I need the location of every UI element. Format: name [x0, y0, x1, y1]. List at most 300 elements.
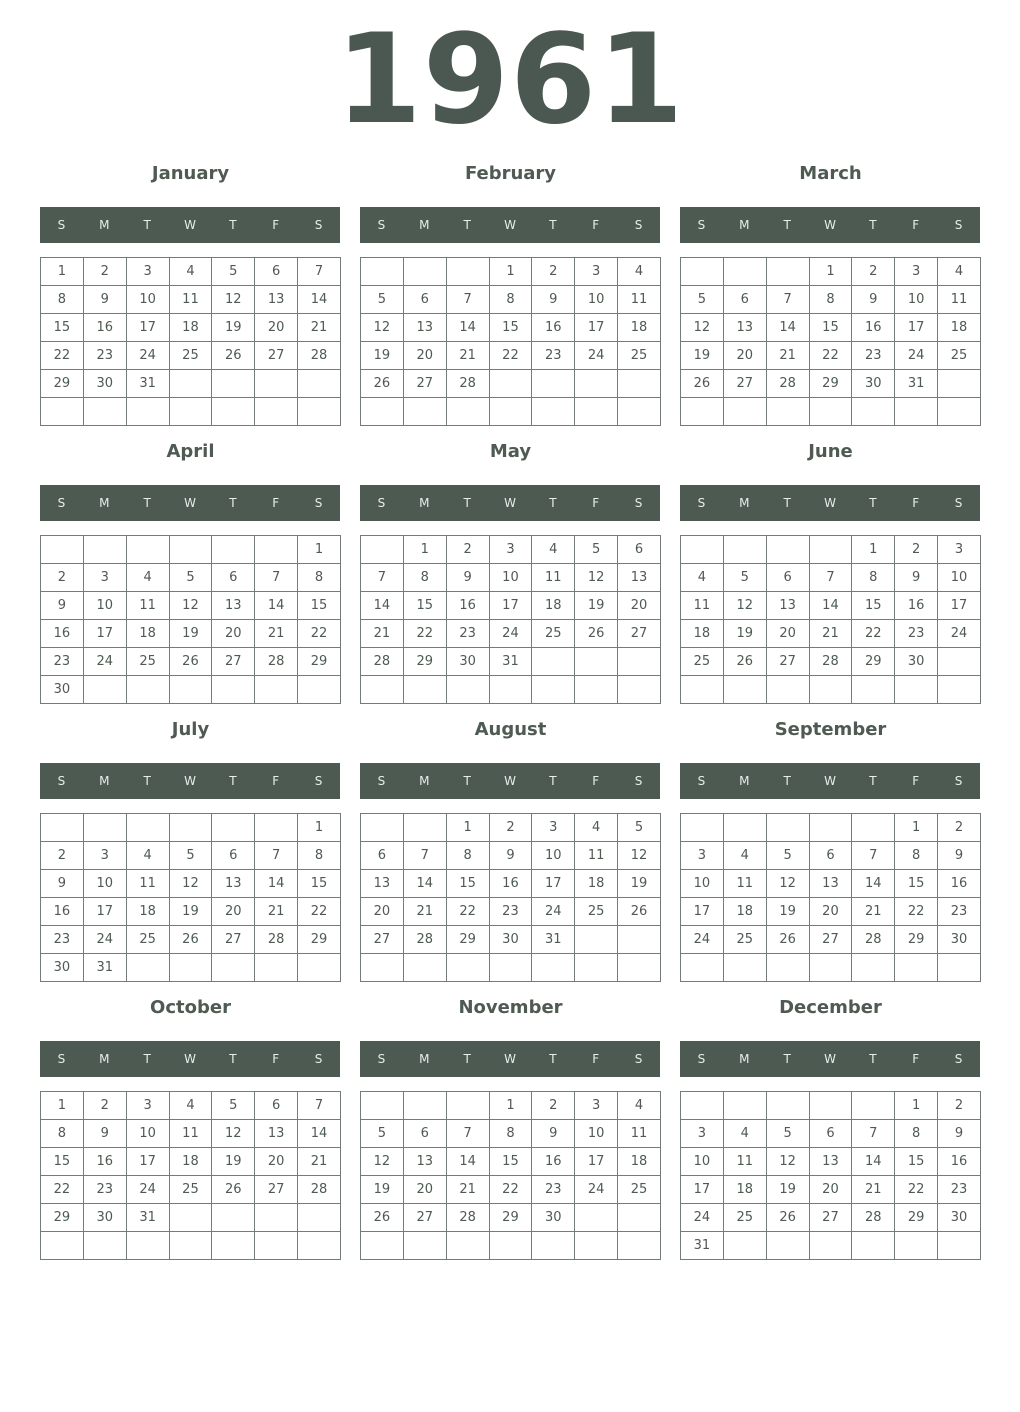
empty-day-cell: [212, 1232, 255, 1260]
weekday-header: M: [99, 496, 110, 510]
weekday-header: W: [824, 218, 836, 232]
day-cell: 3: [575, 1092, 618, 1120]
month-name: January: [151, 163, 230, 184]
empty-day-cell: [618, 1204, 661, 1232]
empty-day-cell: [446, 258, 489, 286]
empty-day-cell: [169, 1204, 212, 1232]
weekday-header: W: [824, 774, 836, 788]
weekday-header: S: [697, 218, 706, 232]
day-cell: 15: [41, 1148, 84, 1176]
day-cell: 14: [403, 870, 446, 898]
empty-day-cell: [938, 370, 981, 398]
day-cell: 29: [298, 926, 341, 954]
day-cell: 14: [446, 1148, 489, 1176]
day-cell: 13: [403, 314, 446, 342]
weekday-header: F: [592, 1052, 600, 1066]
day-cell: 18: [126, 898, 169, 926]
day-cell: 7: [852, 842, 895, 870]
day-cell: 12: [169, 870, 212, 898]
day-cell: 9: [83, 1120, 126, 1148]
week-row: [681, 1204, 981, 1232]
weekday-header: S: [954, 218, 963, 232]
empty-day-cell: [126, 814, 169, 842]
day-cell: 2: [446, 536, 489, 564]
day-cell: 4: [575, 814, 618, 842]
day-cell: 9: [532, 286, 575, 314]
day-cell: 27: [361, 926, 404, 954]
day-cell: 14: [809, 592, 852, 620]
empty-day-cell: [361, 676, 404, 704]
day-cell: 31: [895, 370, 938, 398]
weekday-header: S: [314, 496, 323, 510]
day-cell: 24: [938, 620, 981, 648]
weekday-header: S: [57, 774, 66, 788]
empty-day-cell: [126, 1232, 169, 1260]
day-cell: 13: [212, 592, 255, 620]
empty-day-cell: [618, 648, 661, 676]
day-cell: 26: [723, 648, 766, 676]
empty-day-cell: [618, 398, 661, 426]
day-cell: 6: [809, 1120, 852, 1148]
month-name: October: [150, 997, 231, 1018]
day-cell: 9: [41, 592, 84, 620]
day-cell: 31: [126, 1204, 169, 1232]
day-cell: 12: [212, 286, 255, 314]
week-row: [361, 1232, 661, 1260]
week-row: [681, 370, 981, 398]
empty-day-cell: [723, 814, 766, 842]
day-cell: 5: [212, 1092, 255, 1120]
day-cell: 24: [126, 342, 169, 370]
empty-day-cell: [446, 1092, 489, 1120]
day-cell: 30: [41, 676, 84, 704]
day-cell: 18: [618, 314, 661, 342]
empty-day-cell: [766, 398, 809, 426]
day-cell: 25: [681, 648, 724, 676]
week-row: [361, 1092, 661, 1120]
day-grid: [360, 1091, 661, 1260]
day-cell: 19: [723, 620, 766, 648]
day-cell: 15: [298, 870, 341, 898]
day-cell: 20: [766, 620, 809, 648]
empty-day-cell: [723, 954, 766, 982]
weekday-header-row: [40, 207, 340, 243]
weekday-header: W: [824, 496, 836, 510]
day-cell: 22: [446, 898, 489, 926]
empty-day-cell: [852, 814, 895, 842]
day-cell: 30: [938, 926, 981, 954]
day-cell: 22: [41, 342, 84, 370]
day-grid: [680, 813, 981, 982]
day-cell: 7: [403, 842, 446, 870]
week-row: [361, 954, 661, 982]
day-cell: 18: [681, 620, 724, 648]
weekday-header: F: [272, 774, 280, 788]
day-cell: 5: [169, 564, 212, 592]
day-cell: 3: [83, 564, 126, 592]
day-cell: 26: [681, 370, 724, 398]
day-cell: 21: [255, 898, 298, 926]
empty-day-cell: [361, 398, 404, 426]
day-cell: 19: [681, 342, 724, 370]
day-cell: 20: [723, 342, 766, 370]
day-cell: 14: [852, 870, 895, 898]
week-row: [361, 592, 661, 620]
day-cell: 21: [446, 1176, 489, 1204]
empty-day-cell: [255, 954, 298, 982]
day-cell: 29: [298, 648, 341, 676]
empty-day-cell: [852, 1092, 895, 1120]
day-cell: 11: [126, 870, 169, 898]
day-cell: 15: [895, 1148, 938, 1176]
empty-day-cell: [403, 814, 446, 842]
day-cell: 5: [169, 842, 212, 870]
week-row: [681, 1148, 981, 1176]
empty-day-cell: [895, 954, 938, 982]
day-cell: 21: [446, 342, 489, 370]
weekday-header: F: [272, 496, 280, 510]
week-row: [41, 870, 341, 898]
day-cell: 27: [403, 370, 446, 398]
empty-day-cell: [723, 258, 766, 286]
day-cell: 15: [403, 592, 446, 620]
empty-day-cell: [403, 1232, 446, 1260]
day-cell: 31: [681, 1232, 724, 1260]
day-cell: 14: [766, 314, 809, 342]
empty-day-cell: [126, 536, 169, 564]
day-cell: 29: [489, 1204, 532, 1232]
weekday-header: S: [954, 1052, 963, 1066]
week-row: [361, 314, 661, 342]
weekday-header: T: [549, 774, 557, 788]
day-cell: 13: [255, 286, 298, 314]
weekday-header: F: [912, 218, 920, 232]
day-cell: 25: [532, 620, 575, 648]
empty-day-cell: [126, 398, 169, 426]
weekday-header: F: [912, 774, 920, 788]
weekday-header: M: [739, 218, 750, 232]
weekday-header: T: [229, 218, 237, 232]
weekday-header: S: [634, 774, 643, 788]
week-row: [361, 1148, 661, 1176]
day-cell: 15: [446, 870, 489, 898]
day-cell: 8: [489, 1120, 532, 1148]
empty-day-cell: [766, 1232, 809, 1260]
day-cell: 20: [809, 1176, 852, 1204]
week-row: [681, 1120, 981, 1148]
day-cell: 7: [361, 564, 404, 592]
week-row: [41, 314, 341, 342]
day-cell: 1: [298, 814, 341, 842]
empty-day-cell: [255, 1204, 298, 1232]
day-cell: 8: [41, 286, 84, 314]
week-row: [361, 1176, 661, 1204]
day-cell: 16: [446, 592, 489, 620]
empty-day-cell: [361, 1092, 404, 1120]
day-cell: 6: [809, 842, 852, 870]
day-cell: 7: [852, 1120, 895, 1148]
empty-day-cell: [489, 1232, 532, 1260]
empty-day-cell: [895, 676, 938, 704]
empty-day-cell: [681, 398, 724, 426]
week-row: [361, 258, 661, 286]
empty-day-cell: [298, 676, 341, 704]
weekday-header: T: [783, 496, 791, 510]
weekday-header: S: [377, 218, 386, 232]
weekday-header-row: [360, 485, 660, 521]
day-cell: 9: [895, 564, 938, 592]
day-cell: 28: [255, 648, 298, 676]
day-cell: 27: [618, 620, 661, 648]
empty-day-cell: [298, 370, 341, 398]
day-cell: 12: [575, 564, 618, 592]
week-row: [361, 842, 661, 870]
empty-day-cell: [681, 536, 724, 564]
day-cell: 4: [126, 564, 169, 592]
weekday-header: T: [549, 1052, 557, 1066]
weekday-header: S: [697, 496, 706, 510]
week-row: [681, 1092, 981, 1120]
day-cell: 30: [446, 648, 489, 676]
weekday-header: W: [184, 774, 196, 788]
empty-day-cell: [575, 954, 618, 982]
day-cell: 18: [618, 1148, 661, 1176]
day-cell: 12: [766, 1148, 809, 1176]
day-cell: 22: [809, 342, 852, 370]
year-title: 1961: [335, 8, 685, 152]
empty-day-cell: [126, 676, 169, 704]
empty-day-cell: [809, 398, 852, 426]
empty-day-cell: [83, 676, 126, 704]
weekday-header: T: [143, 218, 151, 232]
day-cell: 7: [446, 286, 489, 314]
weekday-header: F: [912, 496, 920, 510]
empty-day-cell: [298, 398, 341, 426]
day-cell: 9: [83, 286, 126, 314]
weekday-header: S: [954, 496, 963, 510]
day-cell: 17: [126, 314, 169, 342]
empty-day-cell: [681, 954, 724, 982]
empty-day-cell: [532, 676, 575, 704]
day-cell: 12: [766, 870, 809, 898]
empty-day-cell: [723, 1092, 766, 1120]
empty-day-cell: [575, 648, 618, 676]
day-cell: 18: [169, 1148, 212, 1176]
day-cell: 17: [575, 1148, 618, 1176]
week-row: [41, 814, 341, 842]
day-cell: 8: [852, 564, 895, 592]
empty-day-cell: [403, 676, 446, 704]
day-cell: 16: [83, 314, 126, 342]
day-cell: 21: [766, 342, 809, 370]
day-cell: 18: [169, 314, 212, 342]
weekday-header: W: [184, 218, 196, 232]
weekday-header: W: [504, 1052, 516, 1066]
weekday-header: T: [783, 1052, 791, 1066]
empty-day-cell: [575, 398, 618, 426]
day-cell: 17: [895, 314, 938, 342]
month-name: February: [464, 163, 557, 184]
day-cell: 11: [618, 286, 661, 314]
day-cell: 22: [298, 898, 341, 926]
month-name: August: [474, 719, 547, 740]
day-cell: 10: [532, 842, 575, 870]
day-cell: 20: [255, 1148, 298, 1176]
day-grid: [40, 813, 341, 982]
day-cell: 30: [41, 954, 84, 982]
week-row: [361, 286, 661, 314]
day-cell: 22: [895, 898, 938, 926]
empty-day-cell: [126, 954, 169, 982]
empty-day-cell: [895, 1232, 938, 1260]
week-row: [41, 370, 341, 398]
day-cell: 29: [895, 926, 938, 954]
empty-day-cell: [766, 814, 809, 842]
day-cell: 6: [255, 258, 298, 286]
empty-day-cell: [618, 926, 661, 954]
day-cell: 1: [489, 1092, 532, 1120]
weekday-header: T: [463, 218, 471, 232]
weekday-header: S: [314, 218, 323, 232]
weekday-header: T: [143, 496, 151, 510]
empty-day-cell: [618, 954, 661, 982]
day-cell: 8: [895, 842, 938, 870]
weekday-header: T: [143, 774, 151, 788]
day-cell: 23: [895, 620, 938, 648]
day-cell: 11: [723, 1148, 766, 1176]
weekday-header: F: [592, 774, 600, 788]
empty-day-cell: [766, 676, 809, 704]
day-cell: 16: [532, 314, 575, 342]
day-cell: 31: [83, 954, 126, 982]
day-cell: 20: [212, 898, 255, 926]
day-cell: 18: [938, 314, 981, 342]
day-cell: 5: [575, 536, 618, 564]
empty-day-cell: [255, 814, 298, 842]
day-cell: 19: [361, 342, 404, 370]
weekday-header-row: [680, 1041, 980, 1077]
weekday-header: T: [229, 774, 237, 788]
week-row: [681, 592, 981, 620]
day-cell: 16: [489, 870, 532, 898]
weekday-header: S: [697, 774, 706, 788]
week-row: [681, 620, 981, 648]
weekday-header: W: [504, 496, 516, 510]
empty-day-cell: [809, 536, 852, 564]
day-cell: 18: [575, 870, 618, 898]
week-row: [41, 1232, 341, 1260]
weekday-header: T: [869, 774, 877, 788]
day-cell: 10: [575, 1120, 618, 1148]
day-cell: 16: [83, 1148, 126, 1176]
day-cell: 13: [766, 592, 809, 620]
empty-day-cell: [489, 676, 532, 704]
day-cell: 28: [852, 1204, 895, 1232]
day-cell: 11: [681, 592, 724, 620]
day-cell: 4: [723, 842, 766, 870]
empty-day-cell: [575, 370, 618, 398]
day-cell: 20: [618, 592, 661, 620]
week-row: [41, 954, 341, 982]
week-row: [361, 564, 661, 592]
day-cell: 15: [489, 1148, 532, 1176]
day-cell: 23: [83, 1176, 126, 1204]
weekday-header: T: [783, 218, 791, 232]
weekday-header: S: [57, 218, 66, 232]
day-cell: 11: [938, 286, 981, 314]
weekday-header: M: [419, 1052, 430, 1066]
day-cell: 24: [126, 1176, 169, 1204]
weekday-header: M: [419, 774, 430, 788]
weekday-header: T: [229, 1052, 237, 1066]
weekday-header: S: [634, 496, 643, 510]
empty-day-cell: [446, 398, 489, 426]
day-cell: 21: [255, 620, 298, 648]
empty-day-cell: [489, 370, 532, 398]
empty-day-cell: [361, 258, 404, 286]
empty-day-cell: [766, 1092, 809, 1120]
day-cell: 3: [126, 258, 169, 286]
day-cell: 10: [489, 564, 532, 592]
empty-day-cell: [938, 648, 981, 676]
day-cell: 19: [212, 314, 255, 342]
day-cell: 15: [852, 592, 895, 620]
day-cell: 29: [41, 1204, 84, 1232]
day-cell: 30: [532, 1204, 575, 1232]
day-cell: 2: [83, 1092, 126, 1120]
empty-day-cell: [938, 676, 981, 704]
day-cell: 23: [938, 1176, 981, 1204]
empty-day-cell: [212, 398, 255, 426]
day-cell: 22: [895, 1176, 938, 1204]
day-cell: 27: [255, 342, 298, 370]
empty-day-cell: [169, 370, 212, 398]
day-cell: 17: [83, 620, 126, 648]
day-cell: 26: [212, 1176, 255, 1204]
empty-day-cell: [298, 1204, 341, 1232]
day-cell: 28: [766, 370, 809, 398]
empty-day-cell: [212, 370, 255, 398]
day-cell: 10: [126, 1120, 169, 1148]
weekday-header: S: [377, 1052, 386, 1066]
day-cell: 13: [809, 870, 852, 898]
week-row: [361, 870, 661, 898]
day-cell: 13: [212, 870, 255, 898]
day-cell: 13: [618, 564, 661, 592]
day-cell: 19: [575, 592, 618, 620]
week-row: [681, 342, 981, 370]
day-cell: 1: [852, 536, 895, 564]
day-cell: 24: [83, 648, 126, 676]
day-cell: 18: [532, 592, 575, 620]
empty-day-cell: [41, 814, 84, 842]
week-row: [681, 1232, 981, 1260]
day-cell: 8: [489, 286, 532, 314]
empty-day-cell: [766, 954, 809, 982]
day-grid: [680, 257, 981, 426]
day-cell: 2: [532, 258, 575, 286]
day-cell: 11: [169, 286, 212, 314]
day-cell: 31: [489, 648, 532, 676]
day-cell: 11: [575, 842, 618, 870]
day-cell: 6: [212, 564, 255, 592]
weekday-header: W: [504, 774, 516, 788]
day-cell: 5: [361, 1120, 404, 1148]
day-cell: 5: [681, 286, 724, 314]
empty-day-cell: [169, 536, 212, 564]
day-cell: 30: [895, 648, 938, 676]
day-cell: 8: [41, 1120, 84, 1148]
